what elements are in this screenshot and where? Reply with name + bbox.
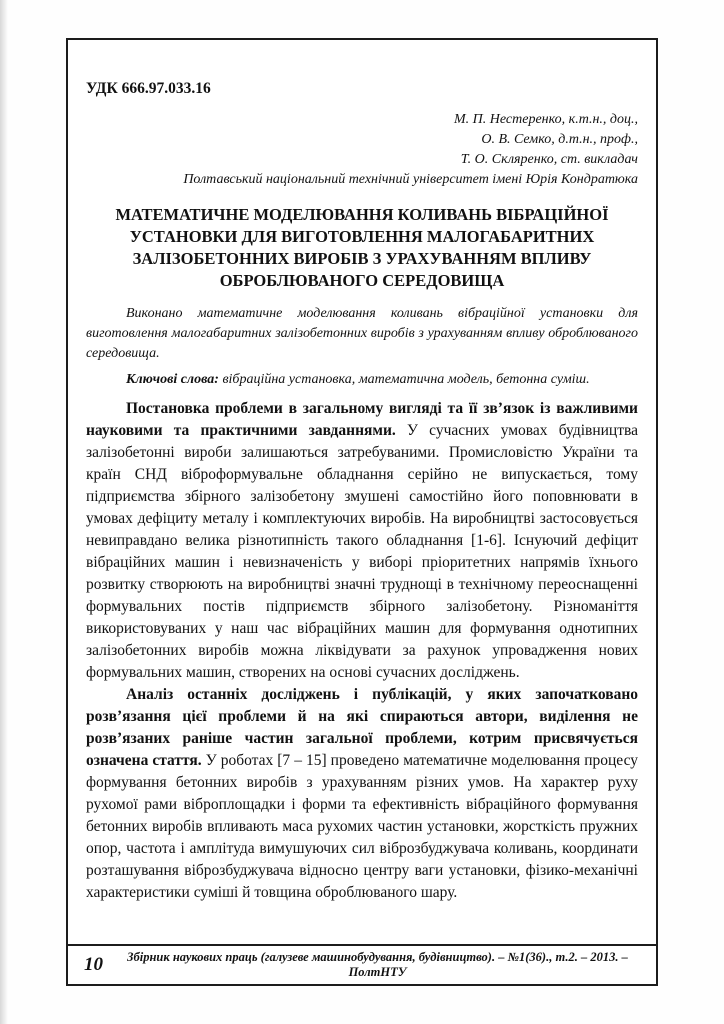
paragraph-text: У сучасних умовах будівництва залізобетонні вироби залишаються затребуваними. Промисловістю України та країн СНД віброформувальне обладнання серійно не випускається, тому підприємства збірного залізобетону змушені самостійно його поповнювати в умовах дефіциту металу і комплектуючих виробів. На виробництві застосовується невиправдано велика різнотипність такого обладнання [1-6]. Існуючий дефіцит вібраційних машин і невизначеність у виборі пріоритетних напрямів їхнього розвитку створюють на виробництві значні труднощі в технічному переоснащенні формувальних постів підприємств збірного залізобетону. Різноманіття використовуваних у наш час вібраційних машин для формування однотипних залізобетонних виробів можна ліквідувати за рахунок упровадження нових формувальних машин, створених на основі сучасних досліджень.: [86, 422, 638, 681]
author-line: Т. О. Скляренко, ст. викладач: [460, 152, 638, 167]
keywords-label: Ключові слова:: [126, 372, 219, 387]
page-number: 10: [84, 954, 103, 975]
udc-code: УДК 666.97.033.16: [86, 80, 211, 97]
authors-block: [86, 110, 638, 190]
page-content: [68, 40, 656, 904]
article-title: МАТЕМАТИЧНЕ МОДЕЛЮВАННЯ КОЛИВАНЬ ВІБРАЦІЙНОЇ УСТАНОВКИ ДЛЯ ВИГОТОВЛЕННЯ МАЛОГАБАРИТНИХ ЗАЛІЗОБЕТОННИХ ВИРОБІВ З УРАХУВАННЯМ ВПЛИВУ ОБРОБЛЮВАНОГО СЕРЕДОВИЩА: [115, 205, 609, 290]
paragraph-lead: Аналіз останніх досліджень і публікацій, у яких започатковано розв’язання цієї проблеми й на які спираються автори, виділення не розв’язаних раніше частин загальної проблеми, котрим присвячується означена стаття.: [86, 686, 638, 769]
page-frame: [66, 38, 658, 986]
affiliation: Полтавський національний технічний університет імені Юрія Кондратюка: [183, 172, 638, 187]
keywords-text: вібраційна установка, математична модель, бетонна суміш.: [218, 372, 590, 387]
journal-title: Збірник наукових праць (галузеве машинобудування, будівництво). – №1(36)., т.2. – 2013. – ПолтНТУ: [127, 950, 628, 979]
keywords-line: [86, 370, 638, 390]
author-line: О. В. Семко, д.т.н., проф.,: [481, 132, 638, 147]
author-line: М. П. Нестеренко, к.т.н., доц.,: [454, 112, 638, 127]
paragraph-text: У роботах [7 – 15] проведено математичне моделювання процесу формування бетонних виробів з урахуванням різних умов. На характер руху рухомої рами віброплощадки і форми та ефективність вібраційного формування бетонних виробів впливають маса рухомих частин установки, жорсткість пружних опор, частота і амплітуда вимушуючих сил віброзбуджувача коливань, координати розташування віброзбуджувача відносно центру ваги установки, фізико-механічні характеристики суміші й товщина оброблюваного шару.: [86, 752, 638, 901]
page-footer: [68, 944, 656, 984]
paragraph-recent-research: [86, 684, 638, 904]
paragraph-problem-statement: [86, 398, 638, 684]
abstract: Виконано математичне моделювання коливань вібраційної установки для виготовлення малогабаритних залізобетонних виробів з урахуванням впливу оброблюваного середовища.: [86, 306, 638, 361]
paragraph-lead: Постановка проблеми в загальному вигляді та її зв’язок із важливими науковими та практичними завданнями.: [86, 400, 638, 439]
